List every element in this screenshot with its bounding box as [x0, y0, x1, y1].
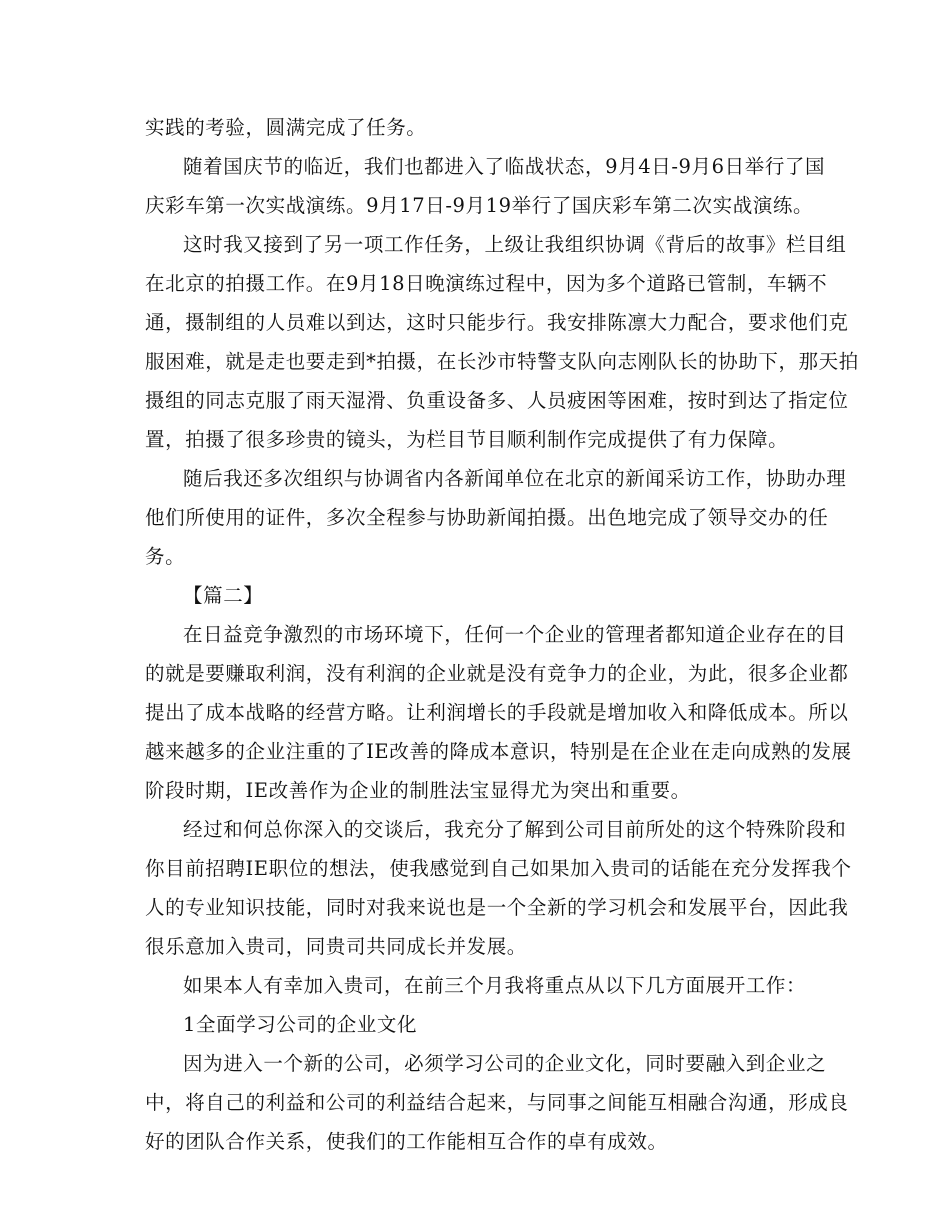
paragraph-first-line: 在日益竞争激烈的市场环境下，任何一个企业的管理者都知道企业存在的目	[183, 623, 847, 646]
paragraph-first-line: 如果本人有幸加入贵司，在前三个月我将重点从以下几方面展开工作：	[183, 974, 807, 997]
text-line: 人的专业知识技能，同时对我来说也是一个全新的学习机会和发展平台，因此我	[145, 896, 849, 919]
text-line: 服困难，就是走也要走到*拍摄，在长沙市特警支队向志刚队长的协助下，那天拍	[145, 350, 859, 373]
section-heading: 【篇二】	[183, 584, 264, 607]
text-line: 好的团队合作关系，使我们的工作能相互合作的卓有成效。	[145, 1130, 668, 1153]
paragraph-first-line: 随着国庆节的临近，我们也都进入了临战状态，9月4日-9月6日举行了国	[183, 155, 826, 178]
text-line: 摄组的同志克服了雨天湿滑、负重设备多、人员疲困等困难，按时到达了指定位	[145, 389, 849, 412]
text-line: 置，拍摄了很多珍贵的镜头，为栏目节目顺利制作完成提供了有力保障。	[145, 428, 789, 451]
text-line: 很乐意加入贵司，同贵司共同成长并发展。	[145, 935, 527, 958]
text-line: 的就是要赚取利润，没有利润的企业就是没有竞争力的企业，为此，很多企业都	[145, 662, 849, 685]
list-item-heading: 1全面学习公司的企业文化	[183, 1013, 418, 1036]
text-line: 越来越多的企业注重的了IE改善的降成本意识，特别是在企业在走向成熟的发展	[145, 740, 852, 763]
text-line: 阶段时期，IE改善作为企业的制胜法宝显得尤为突出和重要。	[145, 779, 691, 802]
text-line: 在北京的拍摄工作。在9月18日晚演练过程中，因为多个道路已管制，车辆不	[145, 272, 828, 295]
paragraph-first-line: 随后我还多次组织与协调省内各新闻单位在北京的新闻采访工作，协助办理	[183, 467, 847, 490]
text-line: 提出了成本战略的经营方略。让利润增长的手段就是增加收入和降低成本。所以	[145, 701, 849, 724]
text-line: 通，摄制组的人员难以到达，这时只能步行。我安排陈凛大力配合，要求他们克	[145, 311, 849, 334]
text-line: 实践的考验，圆满完成了任务。	[145, 116, 427, 139]
paragraph-first-line: 经过和何总你深入的交谈后，我充分了解到公司目前所处的这个特殊阶段和	[183, 818, 847, 841]
paragraph-first-line: 因为进入一个新的公司，必须学习公司的企业文化，同时要融入到企业之	[183, 1052, 827, 1075]
text-line: 庆彩车第一次实战演练。9月17日-9月19举行了国庆彩车第二次实战演练。	[145, 194, 814, 217]
text-line: 务。	[145, 545, 186, 568]
paragraph-first-line: 这时我又接到了另一项工作任务，上级让我组织协调《背后的故事》栏目组	[183, 233, 847, 256]
text-line: 他们所使用的证件，多次全程参与协助新闻拍摄。出色地完成了领导交办的任	[145, 506, 829, 529]
text-line: 你目前招聘IE职位的想法，使我感觉到自己如果加入贵司的话能在充分发挥我个	[145, 857, 852, 880]
text-line: 中，将自己的利益和公司的利益结合起来，与同事之间能互相融合沟通，形成良	[145, 1091, 849, 1114]
